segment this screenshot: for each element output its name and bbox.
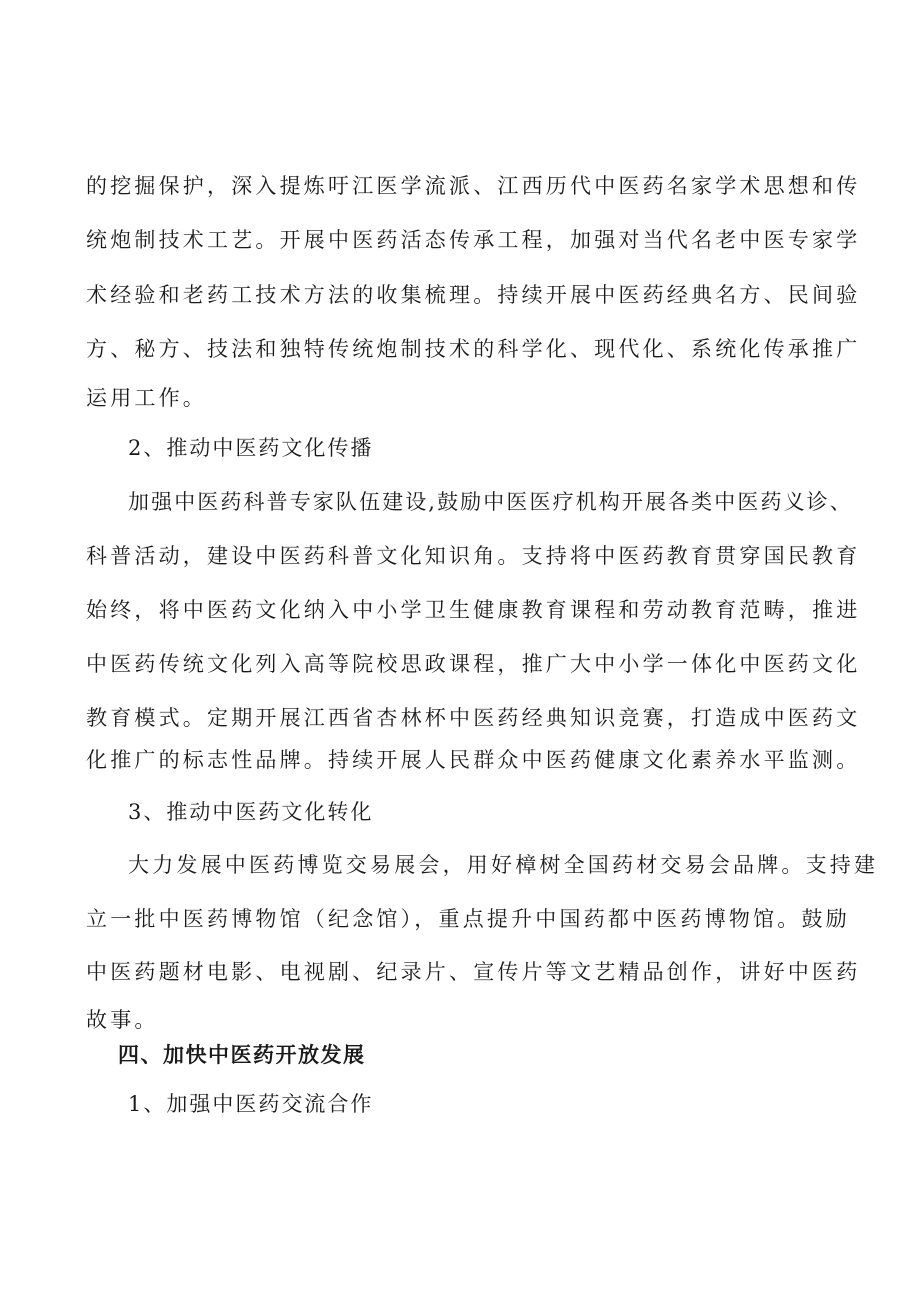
paragraph-line: 化推广的标志性品牌。持续开展人民群众中医药健康文化素养水平监测。 xyxy=(86,748,861,772)
paragraph-line: 立一批中医药博物馆（纪念馆），重点提升中国药都中医药博物馆。鼓励 xyxy=(86,907,850,931)
paragraph-line: 加强中医药科普专家队伍建设,鼓励中医医疗机构开展各类中医药义诊、 xyxy=(128,490,853,514)
paragraph-line: 大力发展中医药博览交易展会，用好樟树全国药材交易会品牌。支持建 xyxy=(128,853,879,877)
paragraph-line: 中医药传统文化列入高等院校思政课程，推广大中小学一体化中医药文化 xyxy=(86,652,861,676)
paragraph-line: 故事。 xyxy=(86,1008,159,1032)
paragraph-line: 科普活动，建设中医药科普文化知识角。支持将中医药教育贯穿国民教育 xyxy=(86,544,861,568)
section-heading: 3、推动中医药文化转化 xyxy=(128,800,374,824)
paragraph-line: 方、秘方、技法和独特传统炮制技术的科学化、现代化、系统化传承推广 xyxy=(86,337,861,361)
paragraph-line: 的挖掘保护，深入提炼吁江医学流派、江西历代中医药名家学术思想和传 xyxy=(86,174,861,198)
paragraph-line: 运用工作。 xyxy=(86,386,207,410)
paragraph-line: 始终，将中医药文化纳入中小学卫生健康教育课程和劳动教育范畴，推进 xyxy=(86,598,861,622)
paragraph-line: 教育模式。定期开展江西省杏林杯中医药经典知识竞赛，打造成中医药文 xyxy=(86,706,861,730)
paragraph-line: 统炮制技术工艺。开展中医药活态传承工程，加强对当代名老中医专家学 xyxy=(86,228,861,252)
chapter-heading: 四、加快中医药开放发展 xyxy=(118,1042,366,1067)
section-heading: 2、推动中医药文化传播 xyxy=(128,436,374,460)
paragraph-line: 中医药题材电影、电视剧、纪录片、宣传片等文艺精品创作，讲好中医药 xyxy=(86,960,861,984)
section-heading: 1、加强中医药交流合作 xyxy=(128,1092,374,1116)
paragraph-line: 术经验和老药工技术方法的收集梳理。持续开展中医药经典名方、民间验 xyxy=(86,283,861,307)
